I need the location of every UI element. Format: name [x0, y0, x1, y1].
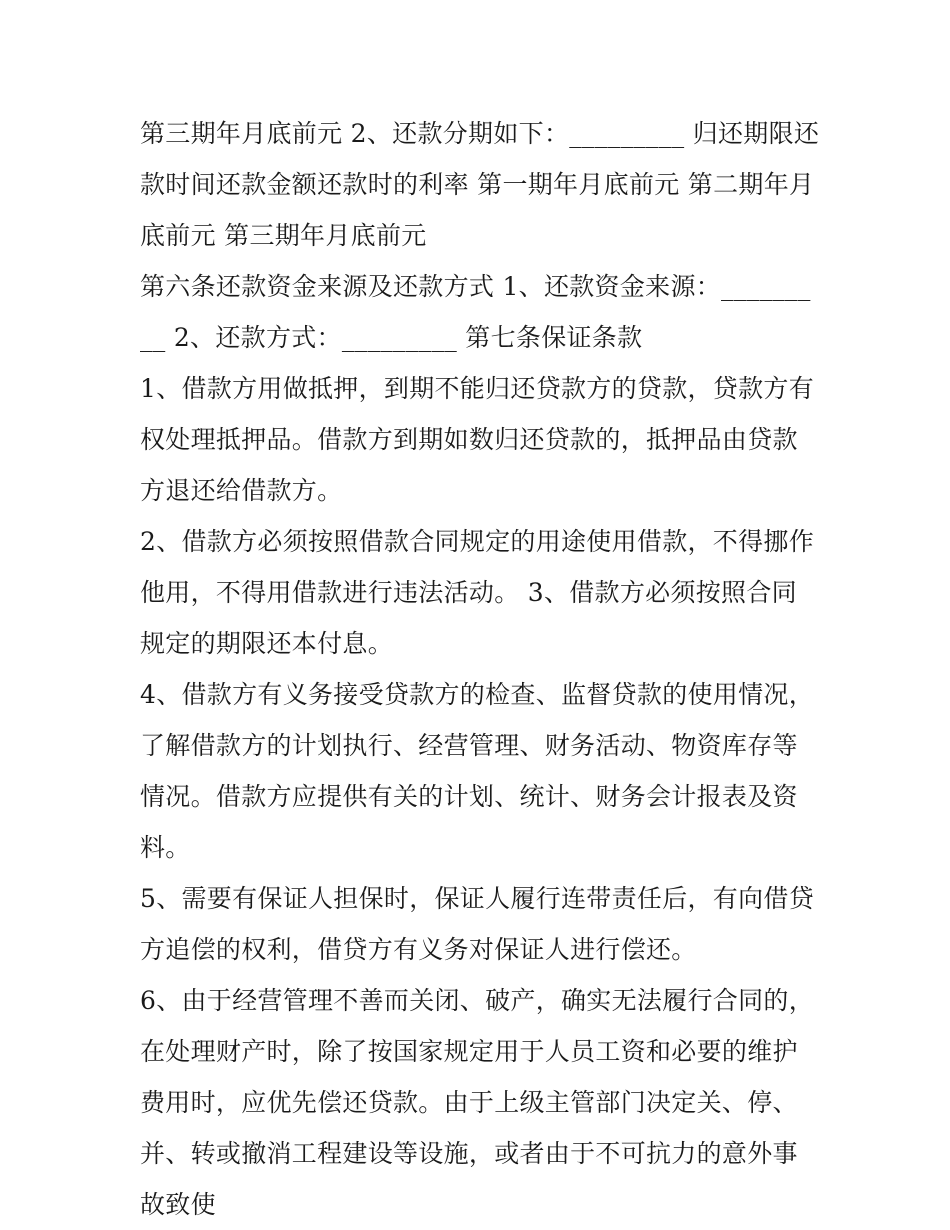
paragraph-article-6: 第六条还款资金来源及还款方式 1、还款资金来源：_________ 2、还款方式：_________ 第七条保证条款: [140, 272, 811, 352]
paragraph-clause-1: 1、借款方用做抵押，到期不能归还贷款方的贷款，贷款方有权处理抵押品。借款方到期如数归还贷款的，抵押品由贷款方退还给借款方。: [140, 374, 815, 505]
paragraph-clause-5: 5、需要有保证人担保时，保证人履行连带责任后，有向借贷方追偿的权利，借贷方有义务对保证人进行偿还。: [140, 884, 815, 964]
paragraph-installments: 第三期年月底前元 2、还款分期如下：_________ 归还期限还款时间还款金额还款时的利率 第一期年月底前元 第二期年月底前元 第三期年月底前元: [140, 119, 820, 250]
paragraph-clause-6: 6、由于经营管理不善而关闭、破产，确实无法履行合同的，在处理财产时，除了按国家规定用于人员工资和必要的维护费用时，应优先偿还贷款。由于上级主管部门决定关、停、并、转或撤消工程建设等设施，或者由于不可抗力的意外事故致使: [140, 986, 815, 1219]
paragraph-clause-2-3: 2、借款方必须按照借款合同规定的用途使用借款，不得挪作他用，不得用借款进行违法活动。 3、借款方必须按照合同规定的期限还本付息。: [140, 527, 815, 658]
document-body: [140, 108, 820, 1230]
paragraph-clause-4: 4、借款方有义务接受贷款方的检查、监督贷款的使用情况，了解借款方的计划执行、经营管理、财务活动、物资库存等情况。借款方应提供有关的计划、统计、财务会计报表及资料。: [140, 680, 815, 862]
